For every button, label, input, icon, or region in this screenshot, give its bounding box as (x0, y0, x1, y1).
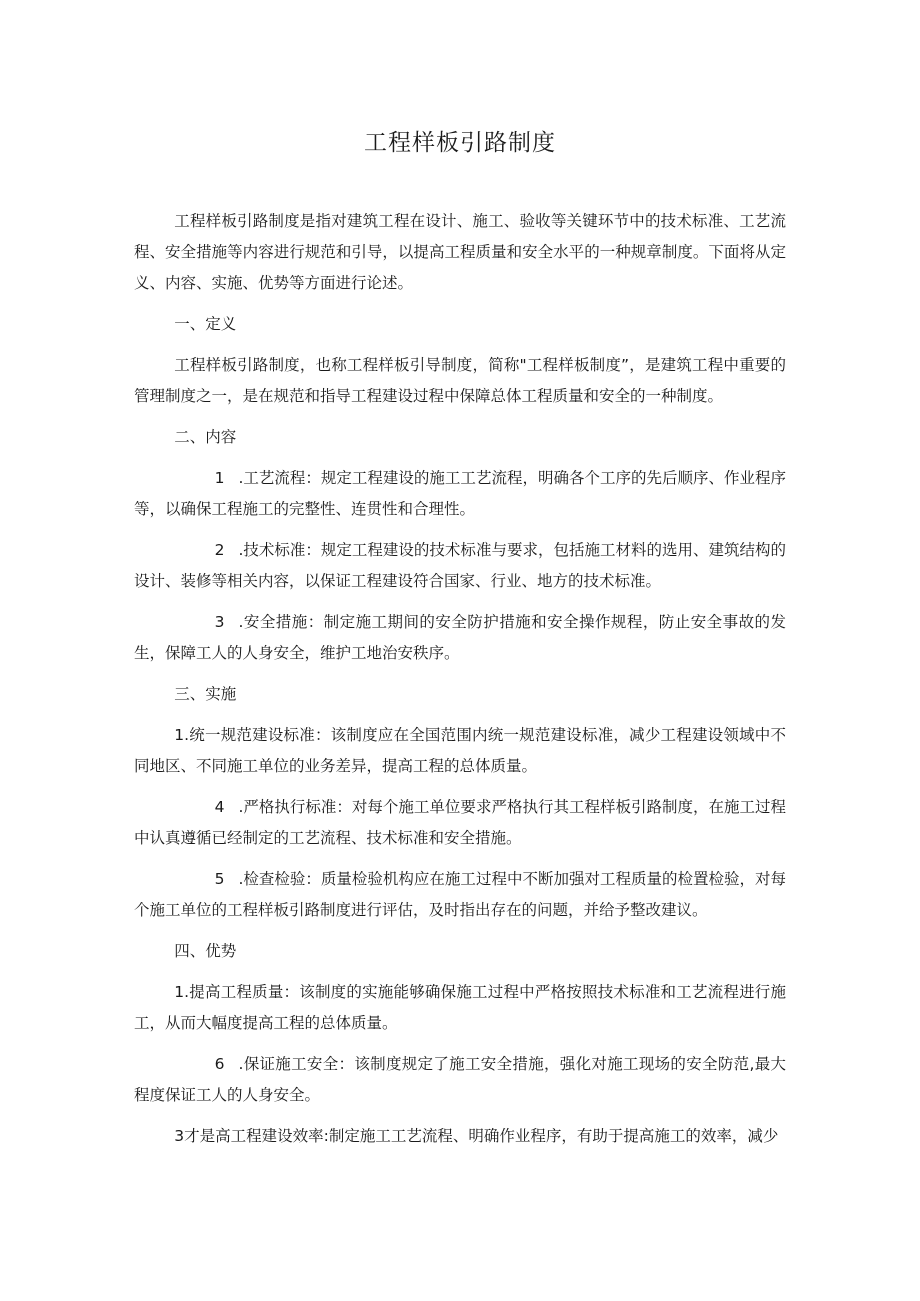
numbered-item (134, 535, 786, 597)
item-text: .严格执行标准：对每个施工单位要求严格执行其工程样板引路制度，在施工过程中认真遵循已经制定的工艺流程、技术标准和安全措施。 (134, 798, 786, 847)
document-title: 工程样板引路制度 (364, 130, 556, 156)
numbered-item (134, 864, 786, 926)
body-paragraph: 工程样板引路制度是指对建筑工程在设计、施工、验收等关键环节中的技术标准、工艺流程、安全措施等内容进行规范和引导，以提高工程质量和安全水平的一种规章制度。下面将从定义、内容、实施、优势等方面进行论述。 (134, 212, 786, 292)
body-paragraph: 1.统一规范建设标准：该制度应在全国范围内统一规范建设标准，减少工程建设领域中不同地区、不同施工单位的业务差异，提高工程的总体质量。 (134, 726, 786, 775)
body-paragraph: 3才是高工程建设效率:制定施工工艺流程、明确作业程序，有助于提高施工的效率，减少 (174, 1127, 779, 1145)
item-number: 6 (214, 1055, 225, 1073)
section-heading: 三、实施 (174, 685, 237, 703)
item-text: .安全措施：制定施工期间的安全防护措施和安全操作规程，防止安全事故的发生，保障工人的人身安全，维护工地治安秩序。 (134, 613, 786, 662)
body-paragraph: 1.提高工程质量：该制度的实施能够确保施工过程中严格按照技术标准和工艺流程进行施工，从而大幅度提高工程的总体质量。 (134, 983, 786, 1032)
body-paragraph: 工程样板引路制度，也称工程样板引导制度，简称"工程样板制度”，是建筑工程中重要的管理制度之一，是在规范和指导工程建设过程中保障总体工程质量和安全的一种制度。 (134, 356, 786, 405)
item-text: .检查检验：质量检验机构应在施工过程中不断加强对工程质量的检置检验，对每个施工单位的工程样板引路制度进行评估，及时指出存在的问题，并给予整改建议。 (134, 870, 786, 919)
numbered-item (134, 792, 786, 854)
numbered-item (134, 463, 786, 525)
item-number: 1 (214, 469, 225, 487)
item-text: .工艺流程：规定工程建设的施工工艺流程，明确各个工序的先后顺序、作业程序等，以确保工程施工的完整性、连贯性和合理性。 (134, 469, 786, 518)
section-heading: 四、优势 (174, 942, 237, 960)
section-heading: 一、定义 (174, 315, 237, 333)
numbered-item (134, 607, 786, 669)
numbered-item (134, 1049, 786, 1111)
item-text: .保证施工安全：该制度规定了施工安全措施，强化对施工现场的安全防范,最大程度保证工人的人身安全。 (134, 1055, 786, 1104)
item-number: 4 (214, 798, 225, 816)
document-body (134, 206, 786, 1162)
section-heading: 二、内容 (174, 428, 237, 446)
item-number: 5 (214, 870, 225, 888)
item-number: 3 (214, 613, 225, 631)
item-text: .技术标准：规定工程建设的技术标准与要求，包括施工材料的选用、建筑结构的设计、装修等相关内容，以保证工程建设符合国家、行业、地方的技术标准。 (134, 541, 786, 590)
item-number: 2 (214, 541, 225, 559)
